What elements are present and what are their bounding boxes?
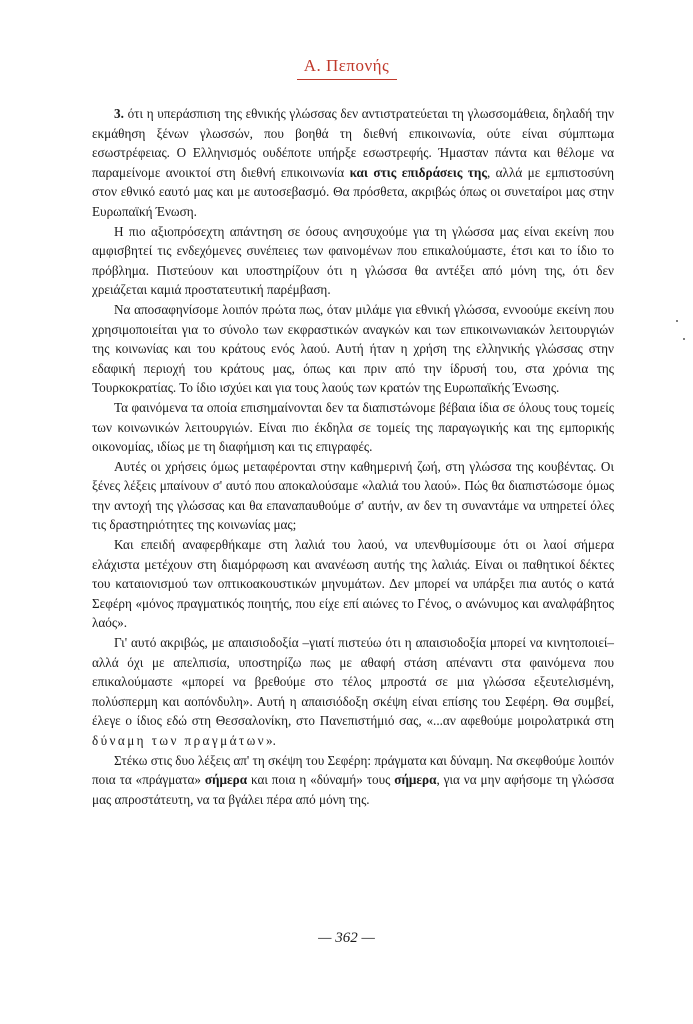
header-author: Α. Πεπονής: [303, 56, 390, 75]
paragraph-1-text-b: , αλλά με εμπιστοσύνη στον εθνικό εαυτό μας και με αυτοσεβασμό. Θα πρόσθετα, ακριβώς όπως οι συνεταίροι μας στην Ευρωπαϊκή Ένωση.: [92, 164, 614, 219]
bold-word-2: σήμερα: [394, 772, 437, 788]
paragraph-2: Η πιο αξιοπρόσεχτη απάντηση σε όσους ανησυχούμε για τη γλώσσα μας είναι εκείνη που αμφισβητεί τις ενδεχόμενες συνέπειες των φαινομένων που επικαλούμαστε, έτσι και το ίδιο το πρόβλημα. Πιστεύουν και υποστηρίζουν ότι η γλώσσα θα αντέξει από μόνη της, ότι δεν χρειάζεται καμιά προστατευτική παρέμβαση.: [92, 223, 614, 298]
paragraph-4: Τα φαινόμενα τα οποία επισημαίνονται δεν τα διαπιστώνομε βέβαια ίδια σε όλους τους τομείς των κοινωνικών λειτουργιών. Είναι πιο έκδηλα σε τομείς της παραγωγικής και της εμπορικής οικονομίας, ιδίως με τη διαφήμιση και τις επιγραφές.: [92, 399, 614, 455]
paragraph-5: Αυτές οι χρήσεις όμως μεταφέρονται στην καθημερινή ζωή, στη γλώσσα της κουβέντας. Οι ξένες λέξεις μπαίνουν σ' αυτό που αποκαλούσαμε «λαλιά του λαού». Πώς θα διαπιστώσομε όμως την αντοχή της γλώσσας και θα επαναπαυθούμε σ' αυτήν, αν δεν τη συναντάμε να υπηρετεί όλες τις δραστηριότητες της κοινωνίας μας;: [92, 458, 614, 533]
paragraph-3: Να αποσαφηνίσομε λοιπόν πρώτα πως, όταν μιλάμε για εθνική γλώσσα, εννοούμε εκείνη που χρησιμοποιείται για το σύνολο των εκφραστικών αναγκών και των επικοινωνιακών λειτουργιών της κοινωνίας και του κράτους ενός λαού. Αυτή ήταν η χρήση της ελληνικής γλώσσας στην εδαφική περιοχή του κράτους μας, όπως και πριν από την ίδρυσή του, στα χρόνια της Τουρκοκρατίας. Το ίδιο ισχύει και για τους λαούς των κρατών της Ευρωπαϊκής Ένωσης.: [92, 301, 614, 396]
paragraph-1-text-a: ότι η υπεράσπιση της εθνικής γλώσσας δεν αντιστρατεύεται τη γλωσσομάθεια, δηλαδή την εκμάθηση ξένων γλωσσών, που βοηθά τη διεθνή επικοινωνία, ούτε είναι σύμπτωμα εσωστρέφειας. Ο Ελληνισμός ουδέποτε υπήρξε εσωστρεφής. Ήμασταν πάντα και θέλομε να παραμείνομε ανοικτοί στη διεθνή επικοινωνία: [92, 106, 614, 180]
paragraph-8-text-a: Στέκω στις δυο λέξεις απ' τη σκέψη του Σεφέρη: πράγματα και δύναμη. Να σκεφθούμε λοιπόν ποια τα «πράγματα»: [92, 752, 614, 788]
bold-word-1: σήμερα: [204, 772, 248, 788]
paragraph-8-text-b: και ποια η «δύναμή» τους: [247, 772, 395, 788]
running-header: [0, 56, 693, 80]
paragraph-8: [92, 751, 614, 810]
scan-speck: [676, 320, 678, 322]
paragraph-7: [92, 633, 614, 751]
bold-phrase: και στις επιδράσεις της: [349, 164, 487, 180]
body-text: [92, 104, 614, 809]
point-number: 3.: [114, 106, 124, 121]
paragraph-7-text-a: Γι' αυτό ακριβώς, με απαισιοδοξία –γιατί πιστεύω ότι η απαισιοδοξία μπορεί να κινητοποιεί– αλλά όχι με απελπισία, υποστηρίζω πως με αθαφή στάση απέναντι στα φαινόμενα που επικαλούμαστε «μπορεί να βρεθούμε στο τέλος μπροστά σε μια γλώσσα εξευτελισμένη, πολύσπερμη και αοπόνδυλη». Αυτή η απαισιόδοξη σκέψη είναι επίσης του Σεφέρη. Θα συμβεί, έλεγε ο ίδιος εδώ στη Θεσσαλονίκη, στο Πανεπιστήμιό σας, «...αν αφεθούμε μοιρολατρικά στη: [92, 635, 614, 729]
scan-speck: [683, 338, 685, 340]
header-rule: [297, 79, 397, 80]
paragraph-8-text-c: , για να μην αφήσομε τη γλώσσα μας απροστάτευτη, να τα βγάλει πέρα από μόνη της.: [92, 772, 614, 807]
paragraph-7-text-b: ».: [266, 733, 276, 748]
paragraph-1: [92, 104, 614, 222]
spaced-phrase: δύναμη των πραγμάτων: [92, 733, 267, 748]
paragraph-6: Και επειδή αναφερθήκαμε στη λαλιά του λαού, να υπενθυμίσουμε ότι οι λαοί σήμερα ελάχιστα μετέχουν στη διαμόρφωση και ανανέωση αυτής της λαλιάς. Είναι οι παθητικοί δέκτες του καταιονισμού των οπτικοακουστικών μηνυμάτων. Δεν μπορεί να υπάρξει πια αυτός ο κατά Σεφέρη «μόνος πραγματικός ποιητής, που είχε επί αιώνες το Γένος, ο ανώνυμος και αναλφάβητος λαός».: [92, 537, 614, 631]
page-number: — 362 —: [318, 930, 375, 946]
